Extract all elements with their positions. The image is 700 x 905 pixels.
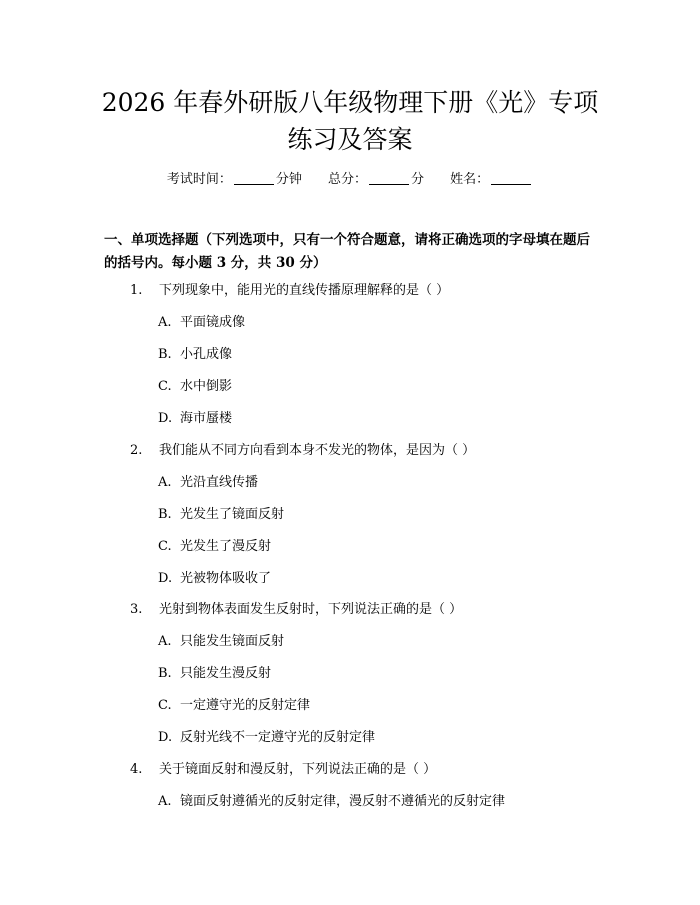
option-letter: D. (158, 730, 173, 745)
title-line-2: 练习及答案 (287, 125, 413, 154)
option-letter: D. (158, 571, 173, 586)
option-text: 镜面反射遵循光的反射定律，漫反射不遵循光的反射定律 (180, 794, 506, 809)
q1-option-b (158, 346, 232, 364)
q2-option-b (158, 506, 284, 524)
question-text: 我们能从不同方向看到本身不发光的物体，是因为（ ） (159, 443, 476, 458)
q3-option-d (158, 729, 375, 747)
option-text: 光沿直线传播 (180, 475, 259, 490)
question-1 (130, 282, 449, 300)
question-number: 4. (130, 762, 143, 777)
total-score-blank (369, 184, 409, 185)
option-text: 水中倒影 (180, 379, 233, 394)
exam-time-field (167, 172, 306, 187)
option-letter: B. (158, 347, 172, 362)
option-letter: D. (158, 411, 173, 426)
q1-option-a (158, 314, 245, 332)
option-letter: A. (158, 794, 172, 809)
total-score-label: 总分： (327, 172, 367, 187)
question-text: 光射到物体表面发生反射时，下列说法正确的是（ ） (159, 602, 463, 617)
q3-option-b (158, 665, 271, 683)
name-label: 姓名： (450, 172, 490, 187)
option-letter: A. (158, 475, 172, 490)
option-text: 只能发生漫反射 (180, 666, 272, 681)
option-letter: B. (158, 666, 172, 681)
option-letter: B. (158, 507, 172, 522)
question-2 (130, 442, 475, 460)
option-text: 反射光线不一定遵守光的反射定律 (180, 730, 376, 745)
option-text: 一定遵守光的反射定律 (180, 698, 311, 713)
question-text: 下列现象中，能用光的直线传播原理解释的是（ ） (159, 283, 450, 298)
title-line-1: 2026 年春外研版八年级物理下册《光》专项 (101, 88, 599, 117)
name-blank (491, 184, 531, 185)
document-title (60, 84, 640, 158)
exam-time-blank (234, 184, 274, 185)
question-number: 2. (130, 443, 143, 458)
option-text: 海市蜃楼 (180, 411, 233, 426)
q3-option-a (158, 633, 284, 651)
total-score-field (328, 172, 428, 187)
option-letter: C. (158, 698, 172, 713)
q4-option-a (158, 793, 505, 811)
total-score-unit: 分 (411, 172, 425, 187)
option-text: 只能发生镜面反射 (180, 634, 285, 649)
option-letter: C. (158, 379, 172, 394)
q2-option-a (158, 474, 258, 492)
option-text: 光发生了镜面反射 (180, 507, 285, 522)
option-text: 光发生了漫反射 (180, 539, 272, 554)
option-letter: A. (158, 315, 172, 330)
q2-option-d (158, 570, 271, 588)
section-heading: 一、单项选择题（下列选项中，只有一个符合题意，请将正确选项的字母填在题后的括号内。每小题 3 分，共 30 分） (104, 232, 590, 271)
exam-time-label: 考试时间： (166, 172, 232, 187)
question-number: 1. (130, 283, 143, 298)
name-field (450, 172, 533, 187)
q3-option-c (158, 697, 310, 715)
question-text: 关于镜面反射和漫反射，下列说法正确的是（ ） (159, 762, 437, 777)
exam-info-row (0, 168, 700, 187)
option-letter: C. (158, 539, 172, 554)
question-4 (130, 761, 436, 779)
exam-time-unit: 分钟 (275, 172, 302, 187)
option-text: 小孔成像 (180, 347, 233, 362)
option-letter: A. (158, 634, 172, 649)
option-text: 光被物体吸收了 (180, 571, 272, 586)
option-text: 平面镜成像 (180, 315, 246, 330)
question-3 (130, 601, 462, 619)
q1-option-c (158, 378, 232, 396)
q2-option-c (158, 538, 271, 556)
question-number: 3. (130, 602, 143, 617)
q1-option-d (158, 410, 232, 428)
